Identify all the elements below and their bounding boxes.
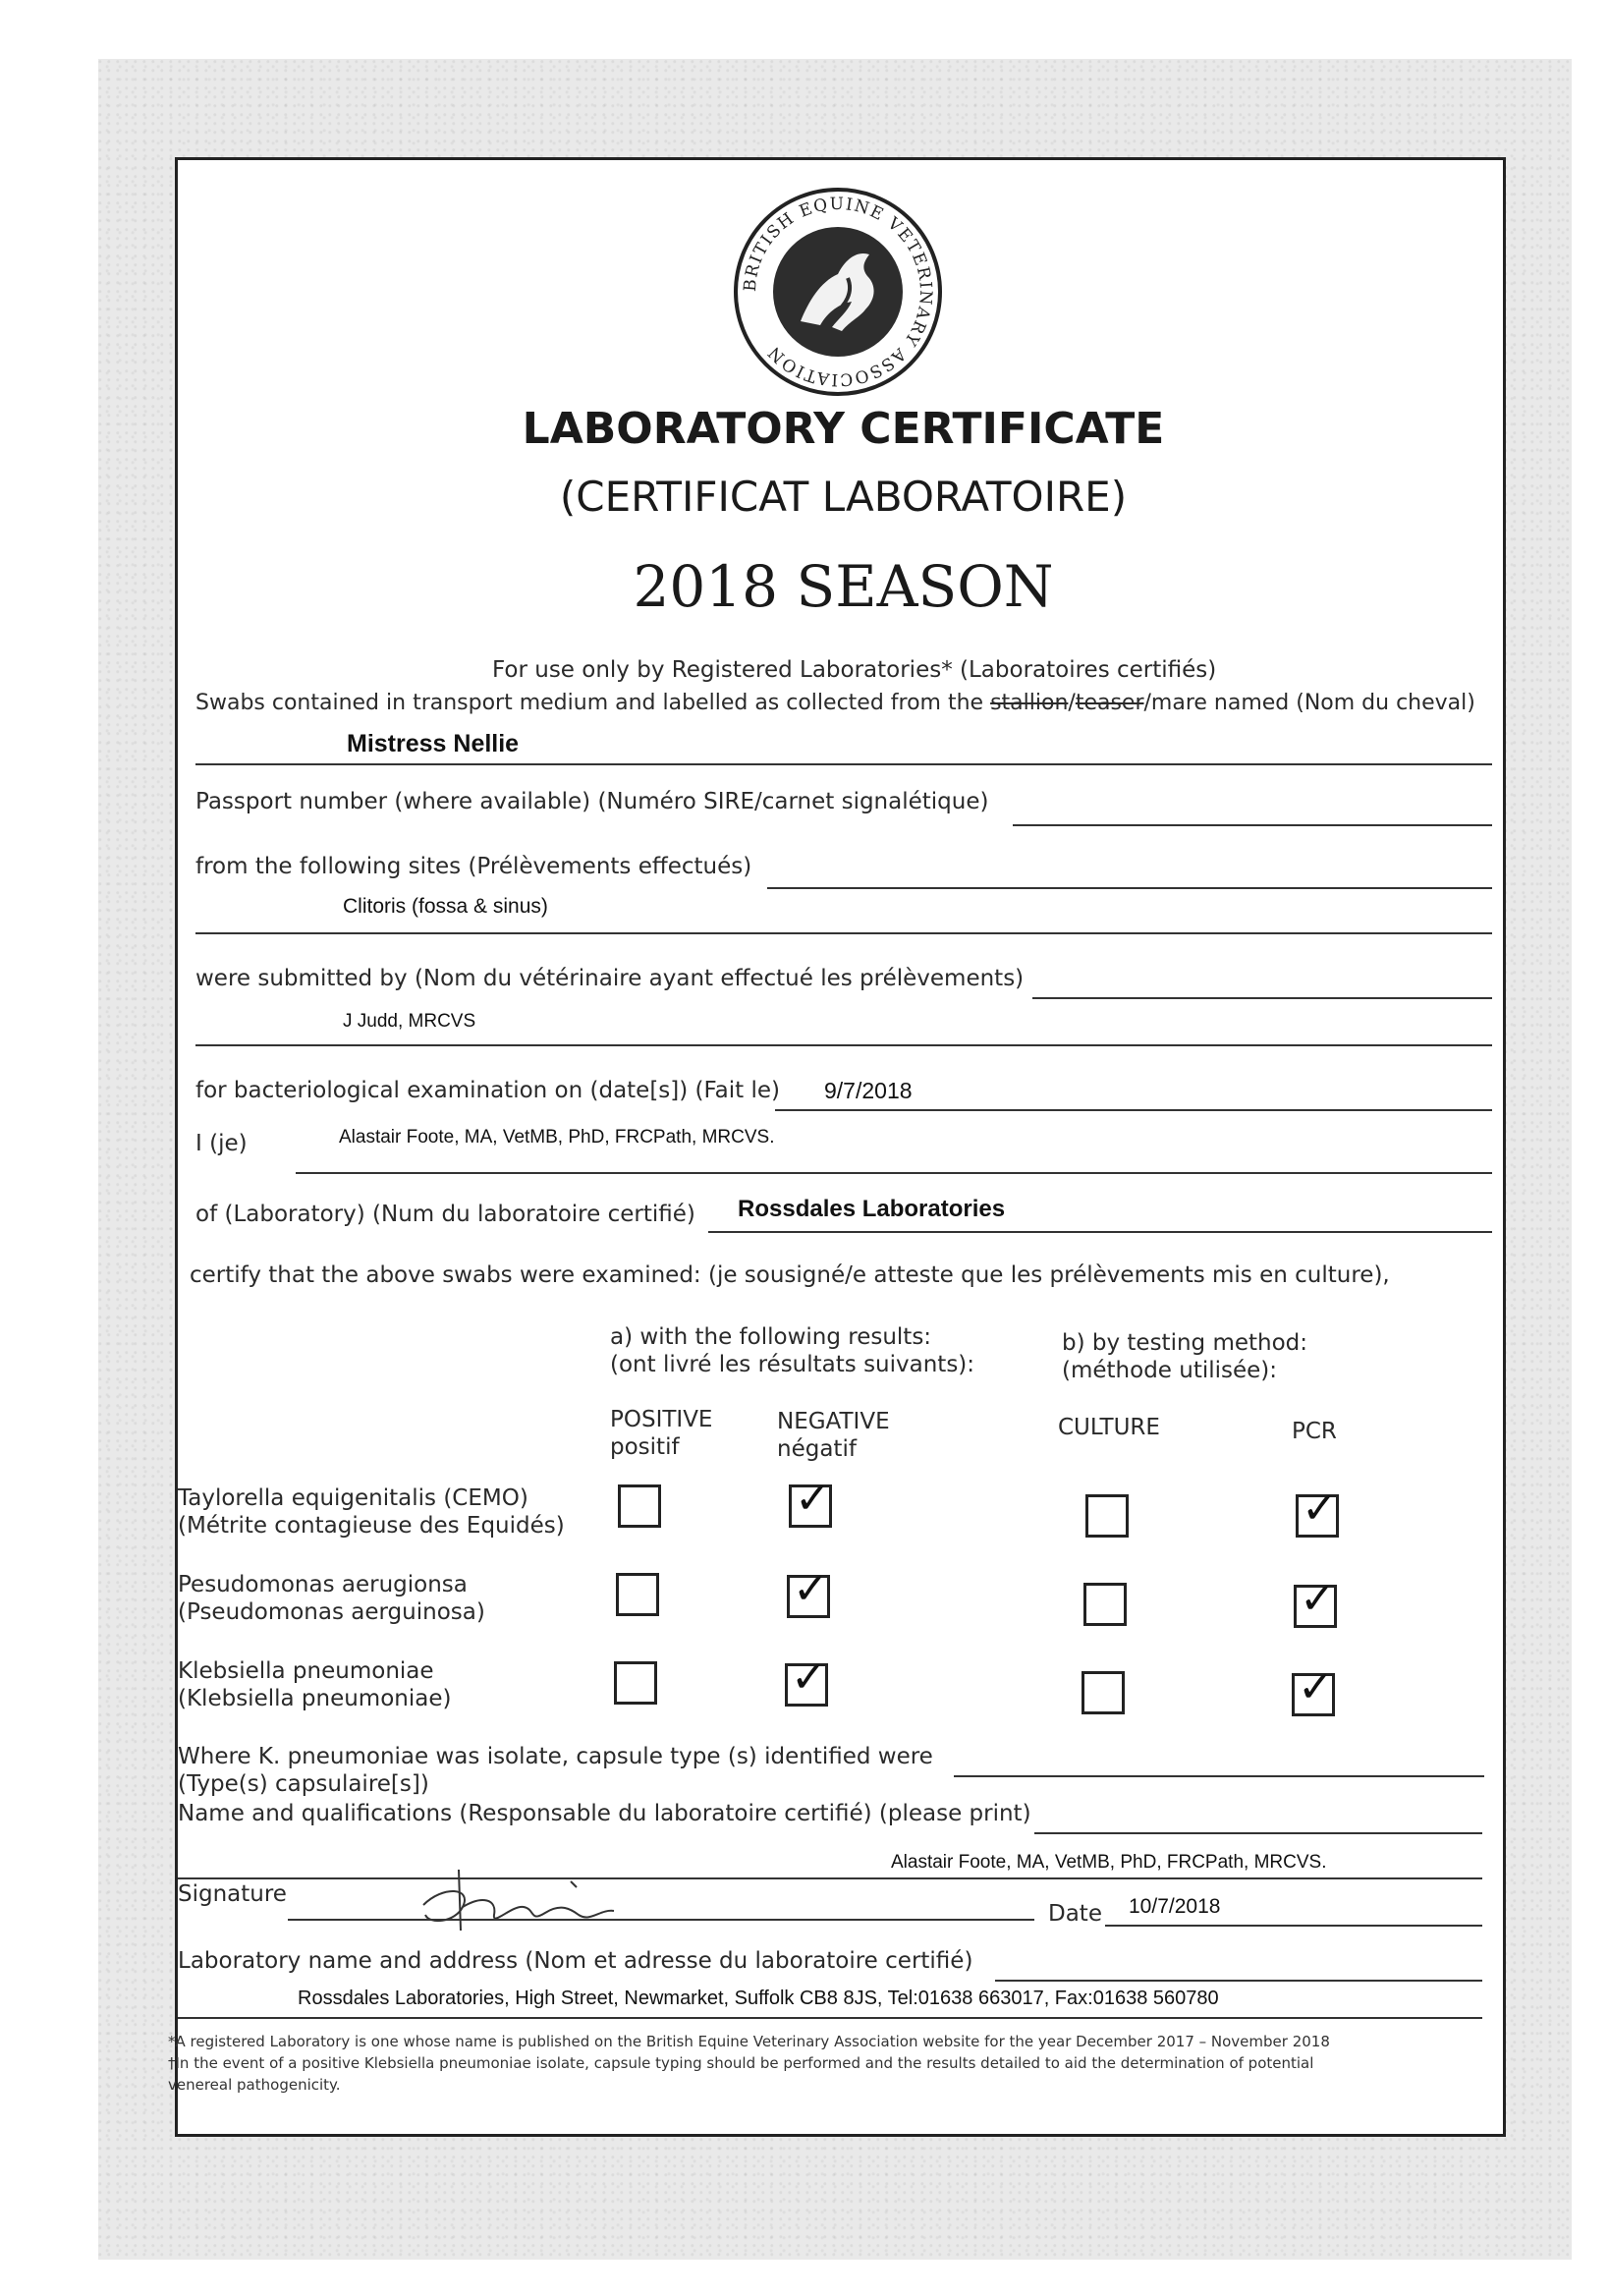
lab-value: Rossdales Laboratories: [738, 1196, 1006, 1222]
organism-name-fr: (Klebsiella pneumoniae): [178, 1686, 452, 1711]
signature-date: 10/7/2018: [1129, 1895, 1221, 1918]
checkbox-negative[interactable]: [787, 1564, 830, 1618]
checkbox-culture[interactable]: [1085, 1494, 1129, 1538]
submitted-line-1: [1032, 997, 1492, 999]
organism-name-en: Pesudomonas aerugionsa: [178, 1572, 468, 1597]
slash: /: [1068, 691, 1076, 715]
je-label: I (je): [195, 1131, 248, 1156]
intro-line-2-pre: Swabs contained in transport medium and labelled as collected from the: [195, 691, 991, 715]
date-line: [1105, 1925, 1482, 1927]
column-positive: [610, 1406, 712, 1461]
exam-label: for bacteriological examination on (date[s]) (Fait le): [195, 1078, 780, 1103]
checkbox-pcr[interactable]: [1292, 1662, 1335, 1716]
organism-name: [178, 1571, 485, 1626]
column-pcr-label: PCR: [1292, 1419, 1337, 1444]
signature-line: [288, 1919, 1034, 1921]
sites-value: Clitoris (fossa & sinus): [343, 895, 548, 918]
column-negative-label: NEGATIVE: [777, 1409, 890, 1434]
organism-name: [178, 1484, 565, 1540]
checkbox-negative[interactable]: [789, 1474, 832, 1528]
checkbox-positive[interactable]: [618, 1484, 661, 1528]
exam-line: [775, 1109, 1492, 1111]
address-line-2: [178, 2017, 1482, 2019]
capsule-line: [954, 1775, 1484, 1777]
organism-name-en: Klebsiella pneumoniae: [178, 1658, 434, 1684]
address-value: Rossdales Laboratories, High Street, Newmarket, Suffolk CB8 8JS, Tel:01638 663017, Fax:01638 560780: [298, 1988, 1219, 2009]
capsule-label-fr: (Type(s) capsulaire[s]): [178, 1771, 429, 1797]
intro-line-2-post: /mare named (Nom du cheval): [1143, 691, 1475, 715]
checkbox-negative[interactable]: [785, 1652, 828, 1707]
exam-date: 9/7/2018: [824, 1078, 913, 1103]
results-group-a-line-1: a) with the following results:: [610, 1324, 932, 1350]
footnote-klebsiella-cont: venereal pathogenicity.: [168, 2076, 341, 2094]
lab-line: [708, 1231, 1492, 1233]
je-line: [296, 1172, 1492, 1174]
sites-line-1: [767, 887, 1492, 889]
date-label: Date: [1048, 1901, 1102, 1927]
column-negative: [777, 1408, 890, 1463]
season-heading: 2018 SEASON: [633, 553, 1054, 620]
address-label: Laboratory name and address (Nom et adresse du laboratoire certifié): [178, 1948, 973, 1974]
organism-name-fr: (Pseudomonas aerguinosa): [178, 1599, 485, 1625]
tick-mark: ✓: [791, 1652, 827, 1703]
sites-label: from the following sites (Prélèvements effectués): [195, 854, 752, 879]
page-title: LABORATORY CERTIFICATE: [522, 404, 1165, 454]
name-label: Name and qualifications (Responsable du laboratoire certifié) (please print): [178, 1801, 1031, 1826]
sites-line-2: [195, 932, 1492, 934]
results-group-a-line-2: (ont livré les résultats suivants):: [610, 1352, 975, 1377]
intro-line-1: For use only by Registered Laboratories* (Laboratoires certifiés): [492, 657, 1217, 683]
struck-stallion: stallion: [990, 691, 1069, 715]
organism-name: [178, 1657, 451, 1712]
signature-label: Signature: [178, 1881, 287, 1907]
capsule-label: Where K. pneumoniae was isolate, capsule type (s) identified were: [178, 1744, 933, 1769]
checkbox-pcr[interactable]: [1294, 1574, 1337, 1628]
results-group-a: [610, 1323, 974, 1378]
column-positive-label: POSITIVE: [610, 1407, 713, 1432]
column-negative-sub: négatif: [777, 1436, 857, 1462]
column-culture: [1058, 1414, 1160, 1441]
checkbox-positive[interactable]: [616, 1573, 659, 1616]
horse-name-line: [195, 763, 1492, 765]
handwritten-signature: [404, 1866, 639, 1934]
lab-label: of (Laboratory) (Num du laboratoire certifié): [195, 1202, 695, 1227]
certify-statement: certify that the above swabs were examined: (je sousigné/e atteste que les prélèvements mis en culture),: [190, 1262, 1390, 1288]
submitted-line-2: [195, 1044, 1492, 1046]
tick-mark: ✓: [1298, 1662, 1334, 1712]
intro-line-2: [195, 691, 1475, 715]
passport-line: [1013, 824, 1492, 826]
horse-name: Mistress Nellie: [347, 730, 520, 757]
method-group-b: [1062, 1329, 1307, 1384]
certificate-sheet: [168, 157, 1506, 2137]
column-culture-label: CULTURE: [1058, 1415, 1160, 1440]
submitted-label: were submitted by (Nom du vétérinaire ayant effectué les prélèvements): [195, 966, 1025, 991]
name-line-2: [178, 1877, 1482, 1879]
address-line-1: [995, 1980, 1482, 1982]
submitted-value: J Judd, MRCVS: [343, 1011, 476, 1032]
column-positive-sub: positif: [610, 1434, 680, 1460]
checkbox-positive[interactable]: [614, 1661, 657, 1705]
passport-label: Passport number (where available) (Numéro SIRE/carnet signalétique): [195, 789, 989, 814]
organism-name-fr: (Métrite contagieuse des Equidés): [178, 1513, 565, 1539]
organism-name-en: Taylorella equigenitalis (CEMO): [178, 1485, 528, 1511]
tick-mark: ✓: [795, 1474, 831, 1524]
footnote-klebsiella: †In the event of a positive Klebsiella pneumoniae isolate, capsule typing should be performed and the results detailed to aid the determination of potential: [168, 2054, 1314, 2072]
checkbox-pcr[interactable]: [1296, 1484, 1339, 1538]
bcva-seal-logo: [730, 184, 946, 400]
checkbox-culture[interactable]: [1083, 1583, 1127, 1626]
tick-mark: ✓: [793, 1564, 829, 1614]
method-group-b-line-2: (méthode utilisée):: [1062, 1358, 1278, 1383]
seal-text: BRITISH EQUINE VETERINARY ASSOCIATION: [740, 194, 936, 390]
tick-mark: ✓: [1300, 1574, 1336, 1624]
column-pcr: [1292, 1418, 1337, 1445]
method-group-b-line-1: b) by testing method:: [1062, 1330, 1308, 1356]
name-value: Alastair Foote, MA, VetMB, PhD, FRCPath, MRCVS.: [891, 1852, 1327, 1873]
tick-mark: ✓: [1302, 1484, 1338, 1534]
name-line-1: [1034, 1832, 1482, 1834]
footnote-registered-lab: *A registered Laboratory is one whose name is published on the British Equine Veterinary Association website for the year December 2017 – November 2018: [168, 2033, 1330, 2050]
page-title-fr: (CERTIFICAT LABORATOIRE): [559, 473, 1128, 521]
checkbox-culture[interactable]: [1082, 1671, 1125, 1714]
struck-teaser: teaser: [1075, 691, 1144, 715]
je-value: Alastair Foote, MA, VetMB, PhD, FRCPath, MRCVS.: [339, 1127, 775, 1148]
